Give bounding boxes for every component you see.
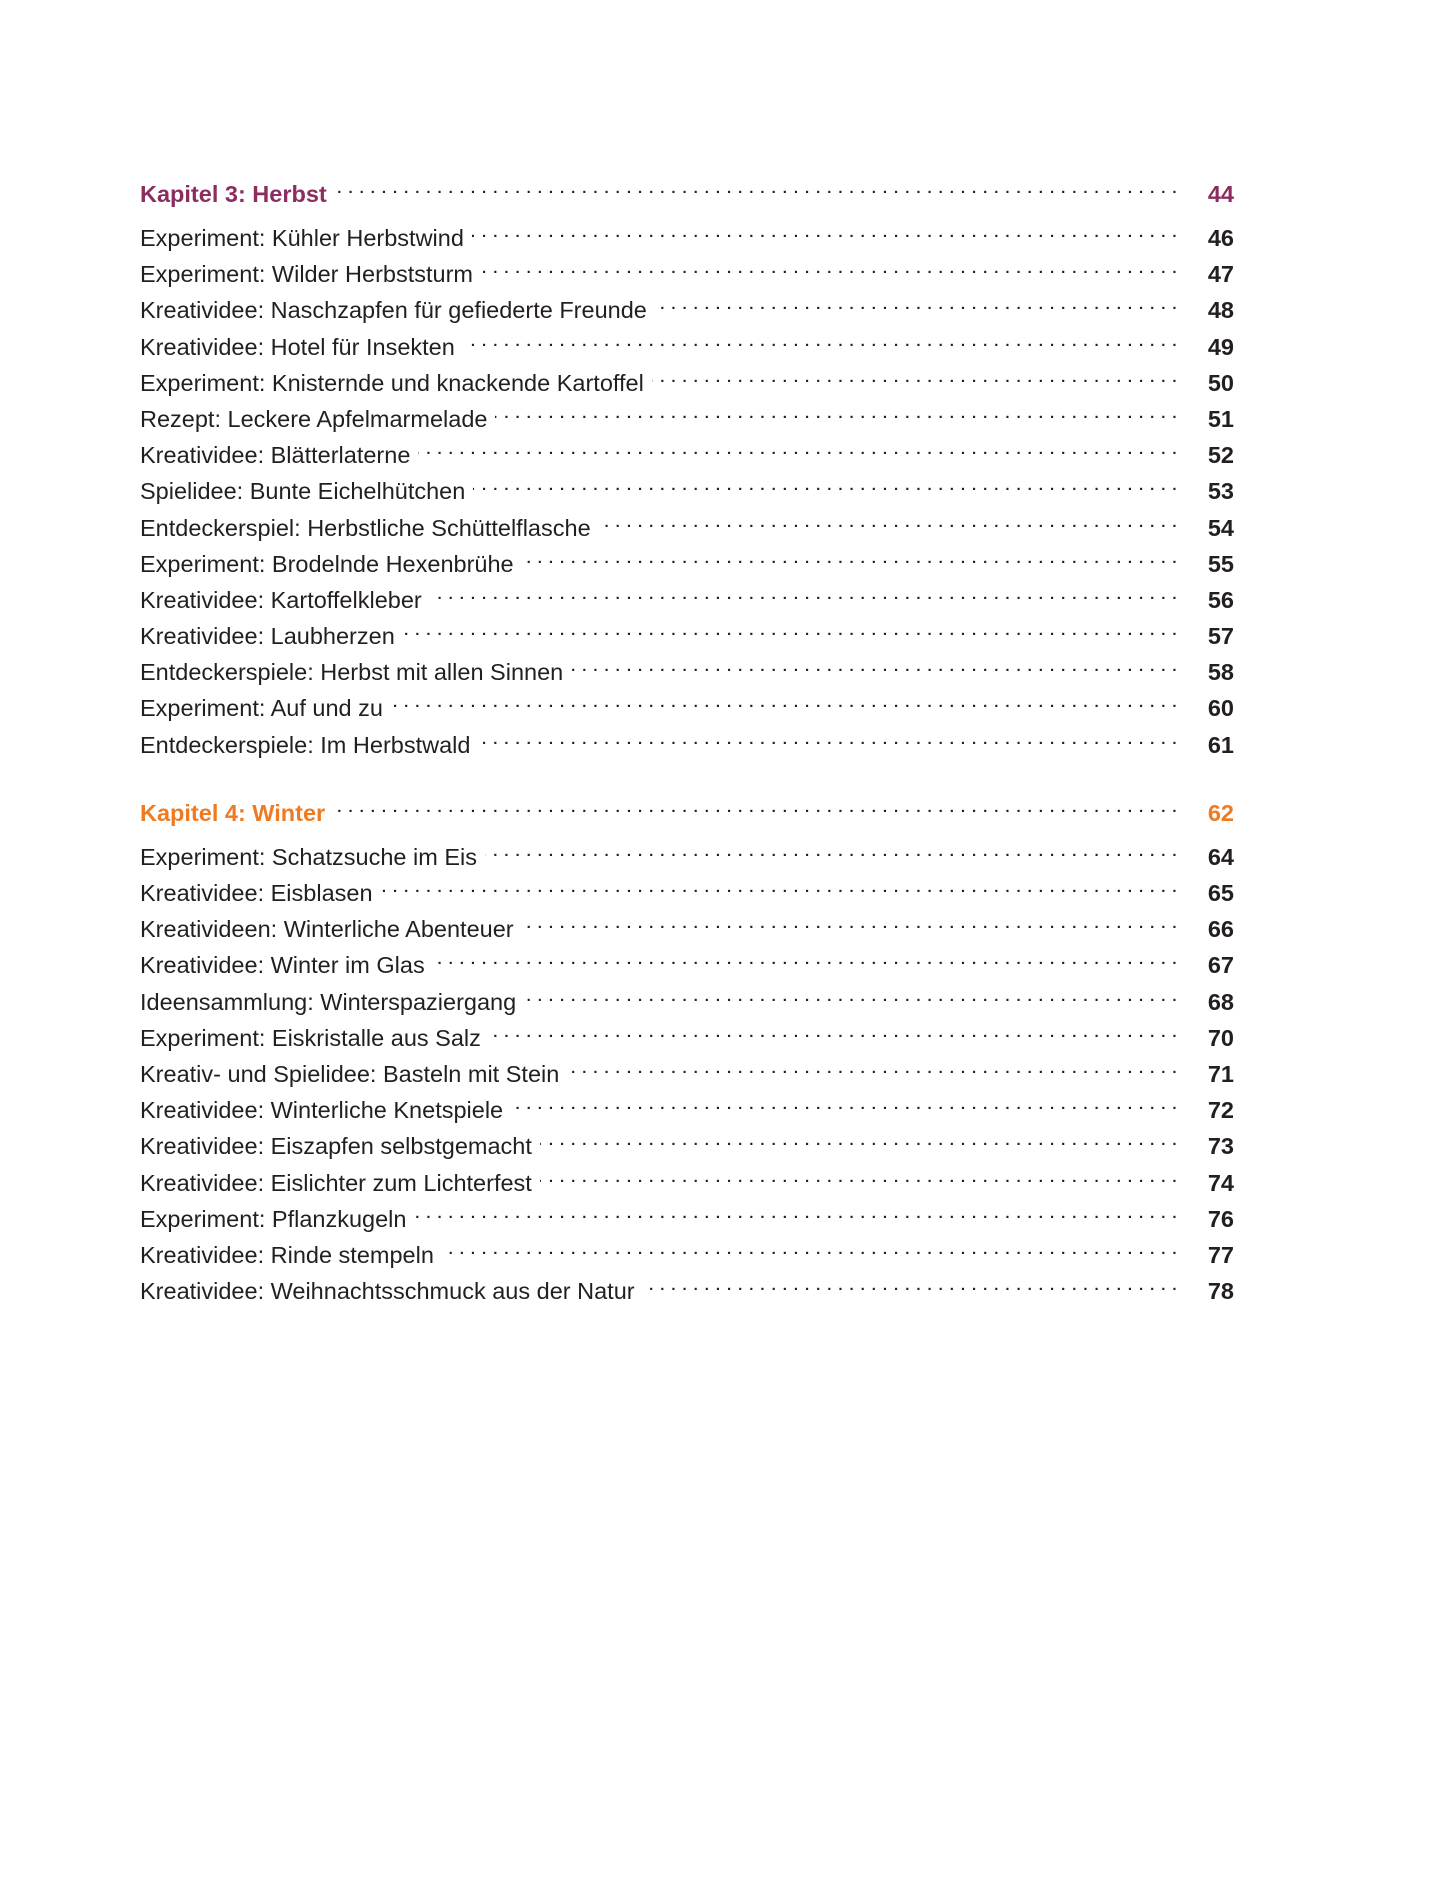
dot-leader: [481, 246, 1178, 282]
entry-title: Experiment: Schatzsuche im Eis: [140, 843, 477, 870]
dot-leader: [335, 166, 1178, 202]
entry-title: Kreatividee: Blätterlaterne: [140, 442, 411, 469]
dot-leader: [540, 1118, 1178, 1154]
dot-leader: [381, 865, 1178, 901]
entry-title: Experiment: Knisternde und knackende Kartoffel: [140, 369, 644, 396]
entry-title: Kreatividee: Winterliche Knetspiele: [140, 1097, 504, 1124]
dot-leader: [433, 937, 1178, 973]
entry-title: Experiment: Wilder Herbststurm: [140, 261, 473, 288]
entry-page-number: 47: [1207, 261, 1234, 288]
dot-leader: [511, 1082, 1178, 1118]
dot-leader: [403, 608, 1178, 644]
chapter-title: Kapitel 3: Herbst: [140, 181, 327, 207]
entry-page-number: 48: [1207, 297, 1234, 324]
chapter-herbst: [140, 166, 1234, 758]
chapter-page-number: 62: [1207, 799, 1234, 826]
entry-page-number: 72: [1207, 1097, 1234, 1124]
entry-title: Kreatividee: Naschzapfen für gefiederte Freunde: [140, 297, 647, 324]
entry-title: Kreatividee: Weihnachtsschmuck aus der Natur: [140, 1278, 635, 1305]
entry-page-number: 61: [1207, 731, 1234, 758]
entry-page-number: 60: [1207, 695, 1234, 722]
toc-entry[interactable]: [140, 210, 1234, 251]
entry-page-number: 53: [1207, 478, 1234, 505]
dot-leader: [485, 829, 1178, 865]
dot-leader: [522, 901, 1178, 937]
entry-title: Kreatividee: Laubherzen: [140, 623, 395, 650]
dot-leader: [540, 1155, 1178, 1191]
entry-title: Entdeckerspiele: Herbst mit allen Sinnen: [140, 659, 564, 686]
dot-leader: [430, 572, 1178, 608]
entry-title: Experiment: Eiskristalle aus Salz: [140, 1024, 481, 1051]
entry-title: Experiment: Kühler Herbstwind: [140, 225, 464, 251]
entry-page-number: 51: [1207, 405, 1234, 432]
entry-title: Kreatividee: Hotel für Insekten: [140, 333, 455, 360]
toc-entry[interactable]: [140, 829, 1234, 870]
chapter-heading[interactable]: [140, 166, 1234, 206]
dot-leader: [524, 974, 1178, 1010]
dot-leader: [478, 717, 1178, 753]
entry-page-number: 76: [1207, 1205, 1234, 1232]
entry-title: Rezept: Leckere Apfelmarmelade: [140, 405, 488, 432]
entry-page-number: 49: [1207, 333, 1234, 360]
table-of-contents: [140, 166, 1234, 1331]
dot-leader: [567, 1046, 1178, 1082]
entry-page-number: 74: [1207, 1169, 1234, 1196]
dot-leader: [418, 427, 1178, 463]
dot-leader: [442, 1227, 1178, 1263]
entry-page-number: 66: [1207, 916, 1234, 943]
entry-page-number: 64: [1207, 843, 1234, 870]
dot-leader: [495, 391, 1178, 427]
dot-leader: [489, 1010, 1178, 1046]
dot-leader: [463, 319, 1178, 355]
entry-title: Entdeckerspiel: Herbstliche Schüttelflasche: [140, 514, 591, 541]
entry-page-number: 77: [1207, 1241, 1234, 1268]
entry-title: Kreatividee: Eisblasen: [140, 880, 373, 906]
entry-page-number: 70: [1207, 1024, 1234, 1051]
chapter-page-number: 44: [1207, 181, 1234, 207]
entry-page-number: 54: [1207, 514, 1234, 541]
dot-leader: [414, 1191, 1178, 1227]
dot-leader: [571, 644, 1178, 680]
entry-page-number: 65: [1207, 880, 1234, 906]
entry-page-number: 58: [1207, 659, 1234, 686]
entry-page-number: 55: [1207, 550, 1234, 577]
entry-page-number: 56: [1207, 586, 1234, 613]
dot-leader: [473, 463, 1178, 499]
chapter-title: Kapitel 4: Winter: [140, 799, 326, 826]
entry-page-number: 50: [1207, 369, 1234, 396]
entry-title: Entdeckerspiele: Im Herbstwald: [140, 731, 471, 758]
dot-leader: [391, 680, 1178, 716]
entry-page-number: 57: [1207, 623, 1234, 650]
entry-page-number: 71: [1207, 1060, 1234, 1087]
entry-title: Kreativideen: Winterliche Abenteuer: [140, 916, 514, 943]
entry-page-number: 52: [1207, 442, 1234, 469]
entry-title: Kreatividee: Rinde stempeln: [140, 1241, 434, 1268]
dot-leader: [652, 355, 1178, 391]
entry-title: Kreativ- und Spielidee: Basteln mit Stein: [140, 1060, 560, 1087]
entry-title: Experiment: Auf und zu: [140, 695, 383, 722]
chapter-winter: [140, 785, 1234, 1305]
entry-title: Ideensammlung: Winterspaziergang: [140, 988, 517, 1015]
entry-title: Experiment: Brodelnde Hexenbrühe: [140, 550, 514, 577]
dot-leader: [655, 282, 1178, 318]
entry-page-number: 68: [1207, 988, 1234, 1015]
dot-leader: [472, 210, 1178, 246]
entry-page-number: 78: [1207, 1278, 1234, 1305]
entry-page-number: 46: [1207, 225, 1234, 251]
dot-leader: [522, 536, 1178, 572]
entry-page-number: 73: [1207, 1133, 1234, 1160]
entry-list: [140, 829, 1234, 1305]
entry-title: Kreatividee: Winter im Glas: [140, 952, 425, 979]
entry-title: Spielidee: Bunte Eichelhütchen: [140, 478, 466, 505]
entry-title: Kreatividee: Eiszapfen selbstgemacht: [140, 1133, 532, 1160]
entry-list: [140, 210, 1234, 758]
dot-leader: [643, 1263, 1178, 1299]
entry-title: Experiment: Pflanzkugeln: [140, 1205, 407, 1232]
dot-leader: [333, 785, 1178, 821]
entry-title: Kreatividee: Eislichter zum Lichterfest: [140, 1169, 532, 1196]
dot-leader: [599, 500, 1178, 536]
entry-title: Kreatividee: Kartoffelkleber: [140, 586, 422, 613]
chapter-heading[interactable]: [140, 785, 1234, 825]
entry-page-number: 67: [1207, 952, 1234, 979]
